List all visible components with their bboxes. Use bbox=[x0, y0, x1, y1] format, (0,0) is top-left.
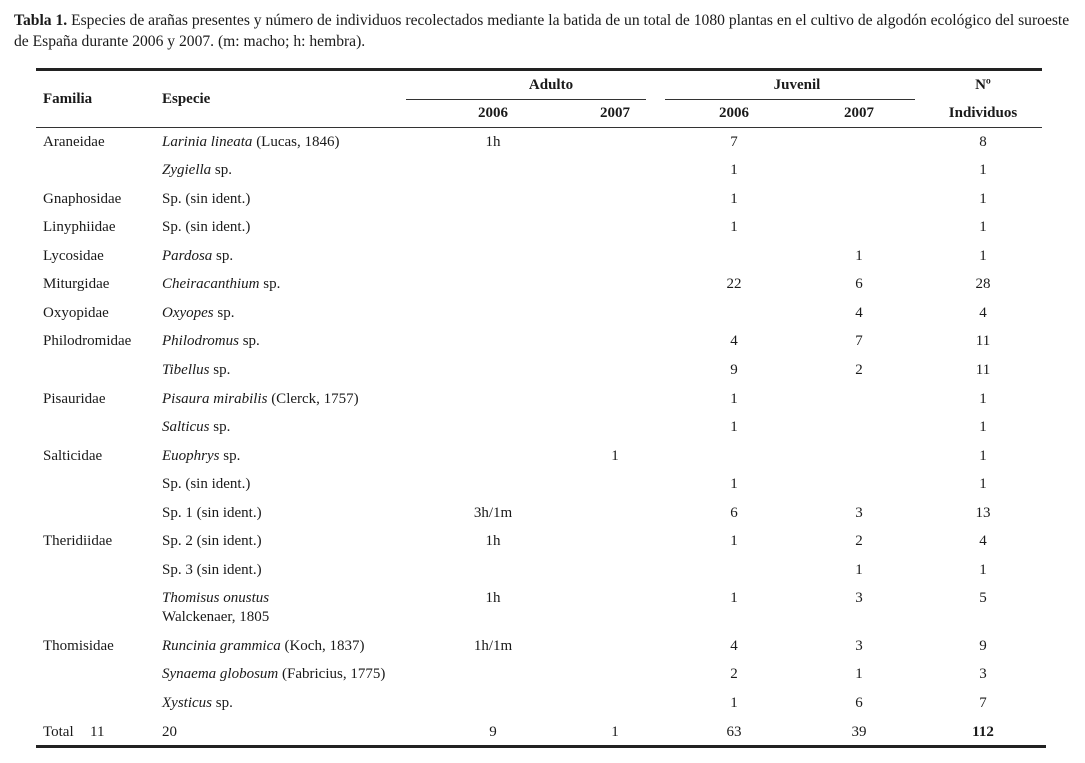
species-author: sp. bbox=[209, 419, 231, 435]
total-juvenil-2007: 39 bbox=[851, 724, 867, 740]
species-italic-name: Thomisus onustus bbox=[162, 590, 270, 606]
header-juvenil-2006: 2006 bbox=[719, 105, 749, 121]
caption-text: Especies de arañas presentes y número de individuos recolectados mediante la batida de un total de 1080 plantas en el cultivo de algodón ecológico del suroeste de España durante 2006 y 2007. (m: macho; h: hembra). bbox=[14, 12, 1070, 50]
cell-familia: Thomisidae bbox=[43, 638, 114, 654]
cell-familia: Theridiidae bbox=[43, 533, 113, 549]
species-italic-name: Tibellus bbox=[162, 362, 210, 378]
cell-especie bbox=[162, 533, 262, 550]
table-top-rule bbox=[36, 68, 1042, 71]
species-author: sp. bbox=[209, 362, 231, 378]
cell-individuos: 1 bbox=[979, 162, 987, 178]
cell-individuos: 11 bbox=[975, 362, 991, 378]
species-author: sp. bbox=[211, 162, 233, 178]
table-caption bbox=[14, 10, 1076, 52]
species-author: (Koch, 1837) bbox=[280, 638, 365, 654]
cell-familia: Linyphiidae bbox=[43, 219, 116, 235]
cell-individuos: 4 bbox=[979, 533, 987, 549]
juvenil-group-rule bbox=[665, 99, 915, 100]
caption-label: Tabla 1. bbox=[14, 12, 68, 29]
header-especie: Especie bbox=[162, 91, 211, 107]
species-author-line2: Walckenaer, 1805 bbox=[162, 609, 270, 625]
cell-especie bbox=[162, 162, 232, 179]
cell-familia: Philodromidae bbox=[43, 333, 132, 349]
cell-individuos: 1 bbox=[979, 448, 987, 464]
cell-especie bbox=[162, 505, 262, 522]
species-author: sp. bbox=[212, 695, 233, 711]
species-italic-name: Cheiracanthium bbox=[162, 276, 260, 292]
cell-individuos: 3 bbox=[979, 666, 987, 682]
cell-especie bbox=[162, 276, 280, 293]
cell-juvenil-2006: 1 bbox=[730, 191, 738, 207]
cell-familia: Gnaphosidae bbox=[43, 191, 122, 207]
cell-individuos: 4 bbox=[979, 305, 987, 321]
cell-individuos: 13 bbox=[975, 505, 991, 521]
cell-familia: Oxyopidae bbox=[43, 305, 109, 321]
cell-juvenil-2006: 1 bbox=[730, 391, 738, 407]
total-label: Total bbox=[43, 724, 74, 740]
species-italic-name: Pisaura mirabilis bbox=[162, 391, 268, 407]
header-adulto: Adulto bbox=[528, 77, 574, 93]
cell-individuos: 1 bbox=[979, 476, 987, 492]
cell-familia: Araneidae bbox=[43, 134, 105, 150]
species-italic-name: Pardosa bbox=[162, 248, 213, 264]
cell-individuos: 5 bbox=[979, 590, 987, 606]
total-especies: 20 bbox=[162, 724, 177, 740]
cell-juvenil-2006: 1 bbox=[730, 695, 738, 711]
species-author: (Lucas, 1846) bbox=[252, 134, 340, 150]
species-italic-name: Runcinia grammica bbox=[162, 638, 281, 654]
total-adulto-2006: 9 bbox=[489, 724, 497, 740]
cell-juvenil-2007: 1 bbox=[855, 562, 863, 578]
cell-especie bbox=[162, 419, 230, 436]
cell-juvenil-2006: 9 bbox=[730, 362, 738, 378]
cell-juvenil-2007: 1 bbox=[855, 248, 863, 264]
species-author: (Clerck, 1757) bbox=[267, 391, 359, 407]
cell-juvenil-2006: 4 bbox=[730, 638, 738, 654]
cell-juvenil-2007: 7 bbox=[855, 333, 863, 349]
header-adulto-2006: 2006 bbox=[478, 105, 508, 121]
cell-especie bbox=[162, 191, 250, 208]
cell-especie bbox=[162, 305, 235, 322]
species-italic-name: Zygiella bbox=[162, 162, 212, 178]
cell-especie bbox=[162, 638, 364, 655]
cell-especie bbox=[162, 134, 340, 151]
cell-familia: Miturgidae bbox=[43, 276, 110, 292]
cell-especie bbox=[162, 695, 233, 712]
cell-especie bbox=[162, 590, 269, 607]
species-author: Sp. (sin ident.) bbox=[162, 191, 251, 207]
species-author: sp. bbox=[259, 276, 281, 292]
cell-individuos: 1 bbox=[979, 562, 987, 578]
species-author: sp. bbox=[212, 248, 234, 264]
total-juvenil-2006: 63 bbox=[726, 724, 742, 740]
cell-individuos: 7 bbox=[979, 695, 987, 711]
cell-adulto-2006: 1h bbox=[485, 533, 501, 549]
total-familias: 11 bbox=[90, 724, 105, 740]
cell-individuos: 1 bbox=[979, 391, 987, 407]
cell-juvenil-2007: 6 bbox=[855, 695, 863, 711]
cell-adulto-2006: 3h/1m bbox=[473, 505, 513, 521]
cell-especie bbox=[162, 333, 260, 350]
species-author: Sp. 3 (sin ident.) bbox=[162, 562, 262, 578]
species-author: Sp. 1 (sin ident.) bbox=[162, 505, 262, 521]
cell-especie bbox=[162, 476, 250, 493]
cell-individuos: 1 bbox=[979, 191, 987, 207]
cell-juvenil-2006: 7 bbox=[730, 134, 738, 150]
cell-juvenil-2006: 4 bbox=[730, 333, 738, 349]
cell-individuos: 1 bbox=[979, 248, 987, 264]
cell-juvenil-2006: 1 bbox=[730, 590, 738, 606]
cell-juvenil-2006: 1 bbox=[730, 533, 738, 549]
cell-individuos: 11 bbox=[975, 333, 991, 349]
cell-especie bbox=[162, 448, 240, 465]
header-juvenil: Juvenil bbox=[773, 77, 821, 93]
species-italic-name: Salticus bbox=[162, 419, 210, 435]
species-italic-name: Larinia lineata bbox=[162, 134, 253, 150]
cell-juvenil-2007: 3 bbox=[855, 505, 863, 521]
cell-juvenil-2006: 1 bbox=[730, 476, 738, 492]
species-italic-name: Synaema globosum bbox=[162, 666, 279, 682]
cell-adulto-2006: 1h/1m bbox=[473, 638, 513, 654]
species-italic-name: Xysticus bbox=[162, 695, 212, 711]
cell-especie bbox=[162, 562, 262, 579]
adulto-group-rule bbox=[406, 99, 646, 100]
cell-juvenil-2007: 3 bbox=[855, 590, 863, 606]
header-juvenil-2007: 2007 bbox=[844, 105, 874, 121]
cell-juvenil-2007: 2 bbox=[855, 533, 863, 549]
cell-individuos: 1 bbox=[979, 219, 987, 235]
species-author: Sp. 2 (sin ident.) bbox=[162, 533, 262, 549]
cell-individuos: 28 bbox=[975, 276, 991, 292]
total-adulto-2007: 1 bbox=[611, 724, 619, 740]
total-individuos: 112 bbox=[972, 724, 994, 740]
species-author: sp. bbox=[213, 305, 235, 321]
species-italic-name: Philodromus bbox=[162, 333, 239, 349]
header-n-bottom: Individuos bbox=[948, 105, 1018, 121]
cell-especie bbox=[162, 666, 385, 683]
cell-familia: Salticidae bbox=[43, 448, 103, 464]
species-author: sp. bbox=[219, 448, 241, 464]
cell-juvenil-2006: 1 bbox=[730, 219, 738, 235]
cell-familia: Lycosidae bbox=[43, 248, 104, 264]
cell-juvenil-2006: 2 bbox=[730, 666, 738, 682]
cell-juvenil-2007: 2 bbox=[855, 362, 863, 378]
cell-juvenil-2007: 6 bbox=[855, 276, 863, 292]
header-familia: Familia bbox=[43, 91, 93, 107]
cell-juvenil-2006: 6 bbox=[730, 505, 738, 521]
header-bottom-rule bbox=[36, 127, 1042, 128]
cell-adulto-2006: 1h bbox=[485, 134, 501, 150]
header-n-top: Nº bbox=[975, 77, 991, 93]
table-bottom-rule bbox=[36, 745, 1046, 748]
cell-individuos: 1 bbox=[979, 419, 987, 435]
cell-especie bbox=[162, 248, 233, 265]
cell-juvenil-2006: 1 bbox=[730, 419, 738, 435]
header-adulto-2007: 2007 bbox=[600, 105, 630, 121]
cell-juvenil-2006: 22 bbox=[726, 276, 742, 292]
cell-juvenil-2006: 1 bbox=[730, 162, 738, 178]
cell-adulto-2007: 1 bbox=[611, 448, 619, 464]
cell-individuos: 9 bbox=[979, 638, 987, 654]
cell-individuos: 8 bbox=[979, 134, 987, 150]
species-author: (Fabricius, 1775) bbox=[278, 666, 386, 682]
species-italic-name: Oxyopes bbox=[162, 305, 214, 321]
species-author: Sp. (sin ident.) bbox=[162, 219, 251, 235]
species-author: sp. bbox=[238, 333, 260, 349]
cell-familia: Pisauridae bbox=[43, 391, 106, 407]
species-author: Sp. (sin ident.) bbox=[162, 476, 251, 492]
species-italic-name: Euophrys bbox=[162, 448, 220, 464]
cell-adulto-2006: 1h bbox=[485, 590, 501, 606]
cell-juvenil-2007: 3 bbox=[855, 638, 863, 654]
cell-especie bbox=[162, 362, 230, 379]
cell-especie bbox=[162, 219, 250, 236]
cell-juvenil-2007: 1 bbox=[855, 666, 863, 682]
cell-juvenil-2007: 4 bbox=[855, 305, 863, 321]
cell-especie bbox=[162, 391, 359, 408]
